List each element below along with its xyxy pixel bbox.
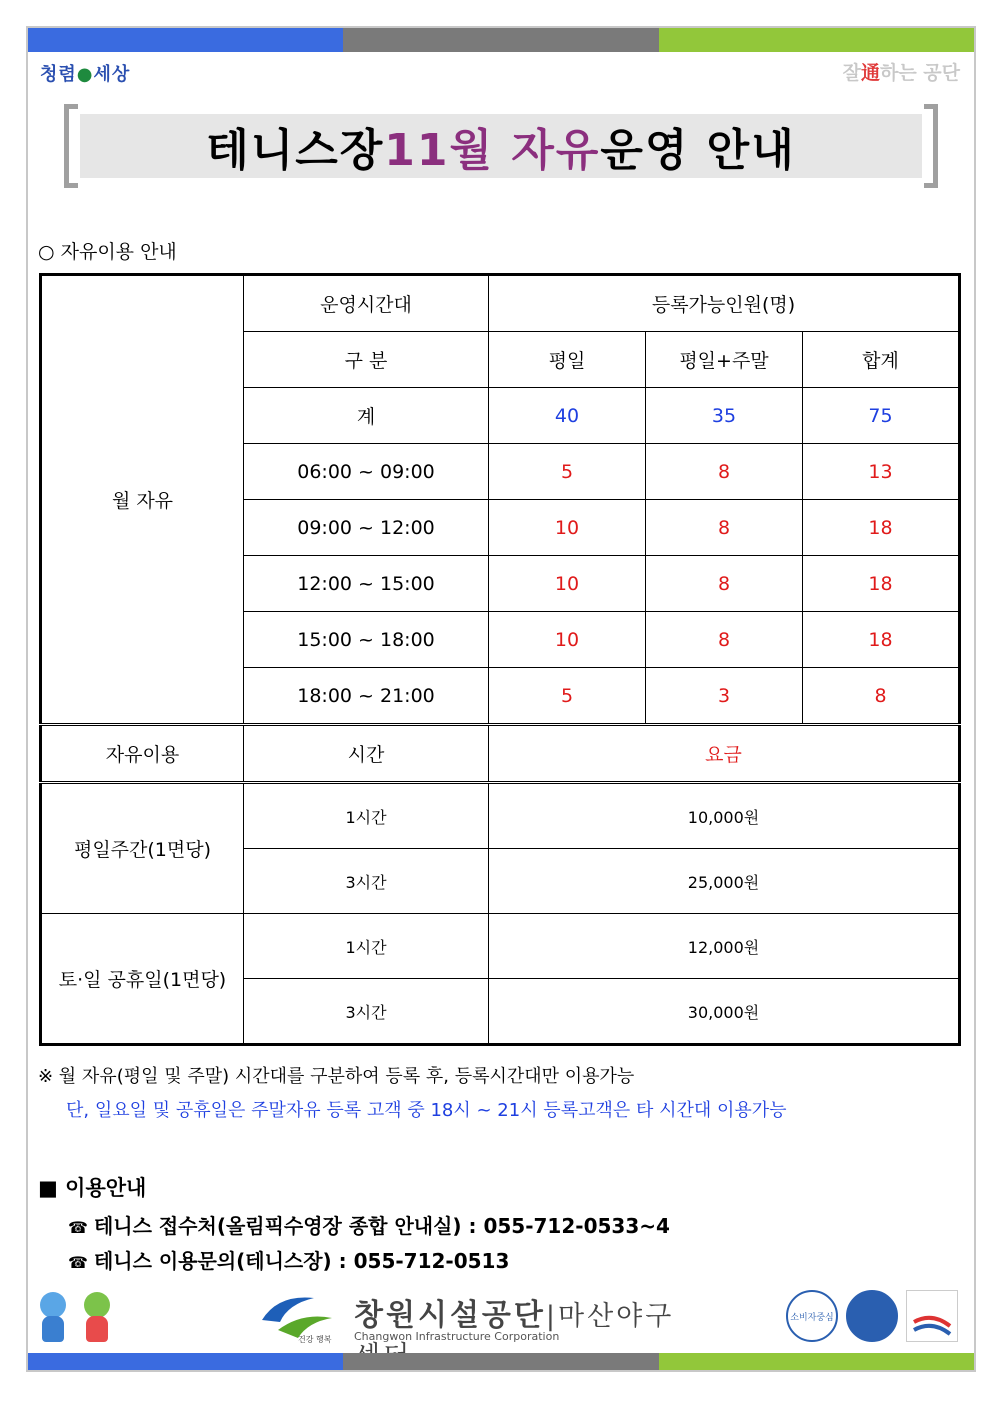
integrity-logo: 청렴●세상	[40, 64, 131, 85]
info-line-inquiry: ☎ 테니스 이용문의(테니스장) : 055-712-0513	[68, 1249, 510, 1273]
table-row: 18:00 ~ 21:00 5 3 8	[41, 668, 960, 725]
corporation-logo	[258, 1286, 688, 1348]
mascot-green	[80, 1292, 114, 1344]
table-row: 3시간 25,000원	[41, 849, 960, 914]
certification-badges	[786, 1290, 958, 1342]
certification-badge	[846, 1290, 898, 1342]
sub-header-weekday: 평일	[489, 332, 646, 388]
fee-header-type: 자유이용	[41, 725, 244, 783]
table-row: 평일주간(1면당) 1시간 10,000원	[41, 783, 960, 849]
phone-icon: ☎	[68, 1218, 88, 1237]
info-title: ■ 이용안내	[38, 1176, 147, 1200]
info-line-reception: ☎ 테니스 접수처(올림픽수영장 종합 안내실) : 055-712-0533~4	[68, 1214, 670, 1238]
sub-header-total: 합계	[803, 332, 960, 388]
sub-header-weekday-weekend: 평일+주말	[646, 332, 803, 388]
svg-text:건강 행복: 건강 행복	[298, 1335, 332, 1344]
flag-icon	[908, 1292, 956, 1340]
bottom-color-stripe	[28, 1353, 974, 1370]
corporation-emblem-icon	[258, 1290, 336, 1344]
schedule-table	[39, 273, 961, 1046]
corporation-english-name: Changwon Infrastructure Corporation	[354, 1330, 560, 1343]
table-row: 토·일 공휴일(1면당) 1시간 12,000원	[41, 914, 960, 979]
total-row: 계 40 35 75	[41, 388, 960, 444]
phone-icon: ☎	[68, 1253, 88, 1272]
note-line-2: 단, 일요일 및 공휴일은 주말자유 등록 고객 중 18시 ~ 21시 등록고객은 타 시간대 이용가능	[66, 1100, 787, 1121]
page-title: 테니스장 11월 자유 운영 안내	[80, 114, 922, 178]
col-time-header: 운영시간대	[244, 275, 489, 332]
title-frame	[64, 104, 938, 188]
fee-header-time: 시간	[244, 725, 489, 783]
group-label: 월 자유	[41, 275, 244, 725]
table-row: 15:00 ~ 18:00 10 8 18	[41, 612, 960, 668]
fee-header-fee: 요금	[489, 725, 960, 783]
table-row: 06:00 ~ 09:00 5 8 13	[41, 444, 960, 500]
fee-group-label: 토·일 공휴일(1면당)	[41, 914, 244, 1045]
slogan-logo: 잘通하는 공단	[842, 62, 960, 84]
flag-badge	[906, 1290, 958, 1342]
table-row: 3시간 30,000원	[41, 979, 960, 1045]
col-count-header: 등록가능인원(명)	[489, 275, 960, 332]
table-row: 12:00 ~ 15:00 10 8 18	[41, 556, 960, 612]
note-line-1: ※ 월 자유(평일 및 주말) 시간대를 구분하여 등록 후, 등록시간대만 이용가능	[38, 1066, 635, 1087]
table-row: 09:00 ~ 12:00 10 8 18	[41, 500, 960, 556]
sub-header-label: 구 분	[244, 332, 489, 388]
mascot-characters	[36, 1292, 114, 1344]
section-label: ○ 자유이용 안내	[38, 241, 177, 263]
fee-group-label: 평일주간(1면당)	[41, 783, 244, 914]
top-color-stripe	[28, 28, 974, 52]
fee-header-row	[41, 725, 960, 783]
corporation-name: 창원시설공단|마산야구	[354, 1298, 675, 1333]
ccm-badge: 소비자중심	[786, 1290, 838, 1342]
mascot-blue	[36, 1292, 70, 1344]
